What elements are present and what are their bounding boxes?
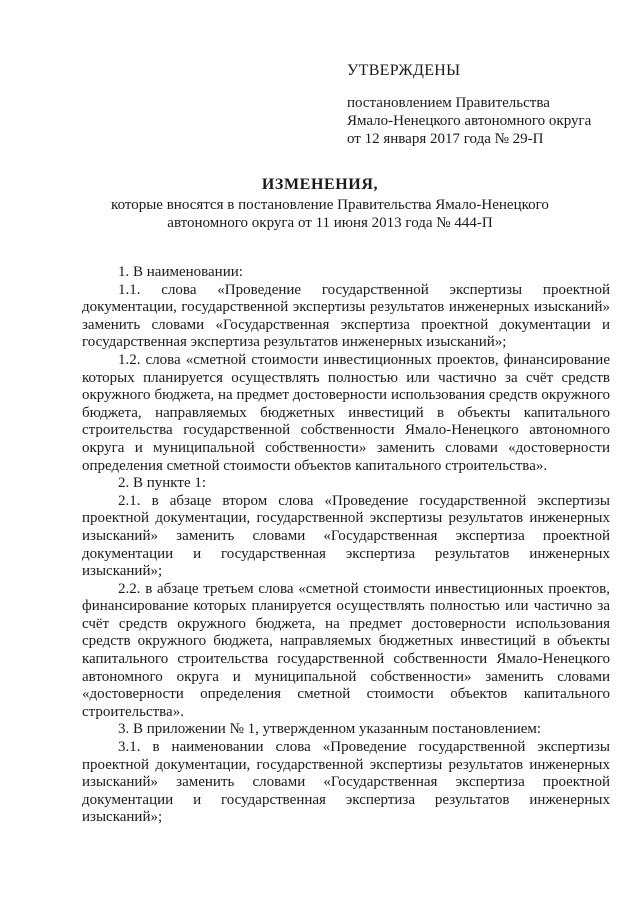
document-body	[82, 264, 610, 827]
paragraph-3-1: 3.1. в наименовании слова «Проведение государственной экспертизы проектной документации, государственной экспертизы результатов инженерных изысканий» заменить словами «Государственная экспертиза проектной документации и государственная экспертиза результатов инженерных изысканий»;	[82, 739, 610, 826]
paragraph-3: 3. В приложении № 1, утвержденном указанным постановлением:	[118, 721, 542, 738]
approval-line-3: от 12 января 2017 года № 29-П	[347, 131, 544, 147]
paragraph-1-2: 1.2. слова «сметной стоимости инвестиционных проектов, финансирование которых планируется осуществлять полностью или частично за счёт средств окружного бюджета, на предмет достоверности использования средств окружного бюджета, направляемых бюджетных инвестиций в объекты капитального строительства государственной собственности Ямало-Ненецкого автономного округа и муниципальной собственности» заменить словами «достоверности определения сметной стоимости объектов капитального строительства».	[82, 351, 610, 474]
approval-line-1: постановлением Правительства	[347, 95, 550, 111]
paragraph-1-1: 1.1. слова «Проведение государственной экспертизы проектной документации, государственной экспертизы результатов инженерных изысканий» заменить словами «Государственная экспертиза проектной документации и государственная экспертиза результатов инженерных изысканий»;	[82, 281, 610, 351]
document-subtitle: которые вносятся в постановление Правительства Ямало-Ненецкого автономного округа от 11 июня 2013 года № 444-П	[111, 197, 549, 231]
approval-line-2: Ямало-Ненецкого автономного округа	[347, 113, 592, 129]
approval-title: УТВЕРЖДЕНЫ	[347, 62, 461, 79]
paragraph-2-2: 2.2. в абзаце третьем слова «сметной стоимости инвестиционных проектов, финансирование которых планируется осуществлять полностью или частично за счёт средств окружного бюджета, на предмет достоверности использования средств окружного бюджета, направляемых бюджетных инвестиций в объекты капитального строительства государственной собственности Ямало-Ненецкого автономного округа и муниципальной собственности» заменить словами «достоверности определения сметной стоимости объектов капитального строительства».	[82, 580, 610, 720]
paragraph-1: 1. В наименовании:	[118, 264, 243, 280]
approval-block	[347, 62, 617, 148]
paragraph-2-1: 2.1. в абзаце втором слова «Проведение государственной экспертизы проектной документации, государственной экспертизы результатов инженерных изысканий» заменить словами «Государственная экспертиза проектной документации и государственная экспертиза результатов инженерных изысканий»;	[82, 492, 610, 580]
document-title: ИЗМЕНЕНИЯ,	[261, 176, 379, 193]
paragraph-2: 2. В пункте 1:	[118, 475, 207, 492]
